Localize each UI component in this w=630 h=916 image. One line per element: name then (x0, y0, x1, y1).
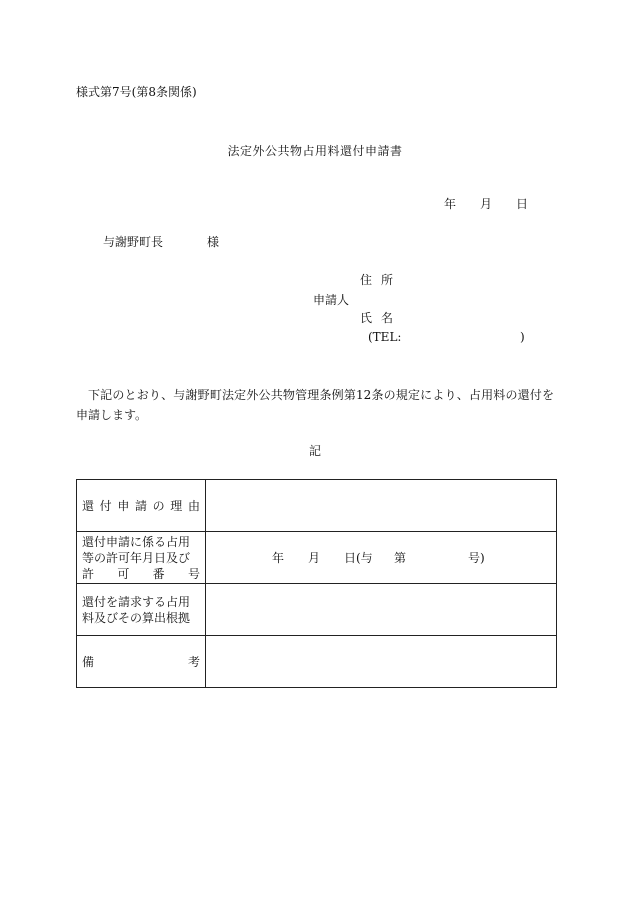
date-day-label: 日 (516, 197, 529, 211)
label-char: の (152, 498, 165, 513)
remarks-label-text (82, 654, 200, 670)
label-char: 考 (187, 654, 200, 669)
permit-label-line-3 (82, 566, 200, 582)
amount-label (77, 584, 206, 636)
table-row-remarks (77, 636, 557, 688)
applicant-label: 申請人 (313, 293, 350, 307)
address-label: 住所 (360, 273, 403, 287)
label-char: 由 (187, 498, 200, 513)
ki-label: 記 (308, 444, 321, 458)
label-char: 備 (82, 654, 95, 669)
permit-label-line-2: 等の許可年月日及び (82, 550, 191, 565)
amount-label-line-2: 料及びその算出根拠 (82, 610, 191, 625)
table-row-amount (77, 584, 557, 636)
remarks-label (77, 636, 206, 688)
document-title: 法定外公共物占用料還付申請書 (227, 144, 403, 158)
addressee-honorific: 様 (207, 235, 220, 249)
label-char: 付 (99, 498, 112, 513)
reason-value[interactable] (206, 480, 557, 532)
remarks-value[interactable] (206, 636, 557, 688)
label-char: 許 (82, 566, 95, 581)
name-label: 氏名 (360, 311, 403, 325)
label-char: 申 (117, 498, 130, 513)
label-char: 請 (134, 498, 147, 513)
form-number: 様式第7号(第8条関係) (76, 85, 197, 99)
body-text: 下記のとおり、与謝野町法定外公共物管理条例第12条の規定により、占用料の還付を申請します。 (76, 388, 554, 422)
permit-label-line-1: 還付申請に係る占用 (82, 534, 191, 549)
amount-value[interactable] (206, 584, 557, 636)
table-row-permit (77, 532, 557, 584)
detail-table (76, 479, 557, 688)
date-year-label: 年 (444, 197, 457, 211)
permit-month-label: 月 (308, 551, 321, 565)
label-char: 理 (170, 498, 183, 513)
reason-label-text (82, 498, 200, 514)
permit-dai-label: 第 (394, 551, 407, 565)
permit-label (77, 532, 206, 584)
tel-close-paren: ) (520, 330, 525, 344)
date-month-label: 月 (480, 197, 493, 211)
permit-day-label: 日(与 (344, 551, 373, 565)
amount-label-line-1: 還付を請求する占用 (82, 594, 191, 609)
label-char: 番 (152, 566, 165, 581)
label-char: 号 (187, 566, 200, 581)
reason-label (77, 480, 206, 532)
permit-value[interactable] (206, 532, 557, 584)
tel-label: (TEL: (368, 330, 402, 344)
label-char: 可 (117, 566, 130, 581)
permit-number-label: 号) (468, 551, 485, 565)
permit-year-label: 年 (272, 551, 285, 565)
table-row-reason (77, 480, 557, 532)
label-char: 還 (82, 498, 95, 513)
addressee-name: 与謝野町長 (103, 235, 164, 249)
